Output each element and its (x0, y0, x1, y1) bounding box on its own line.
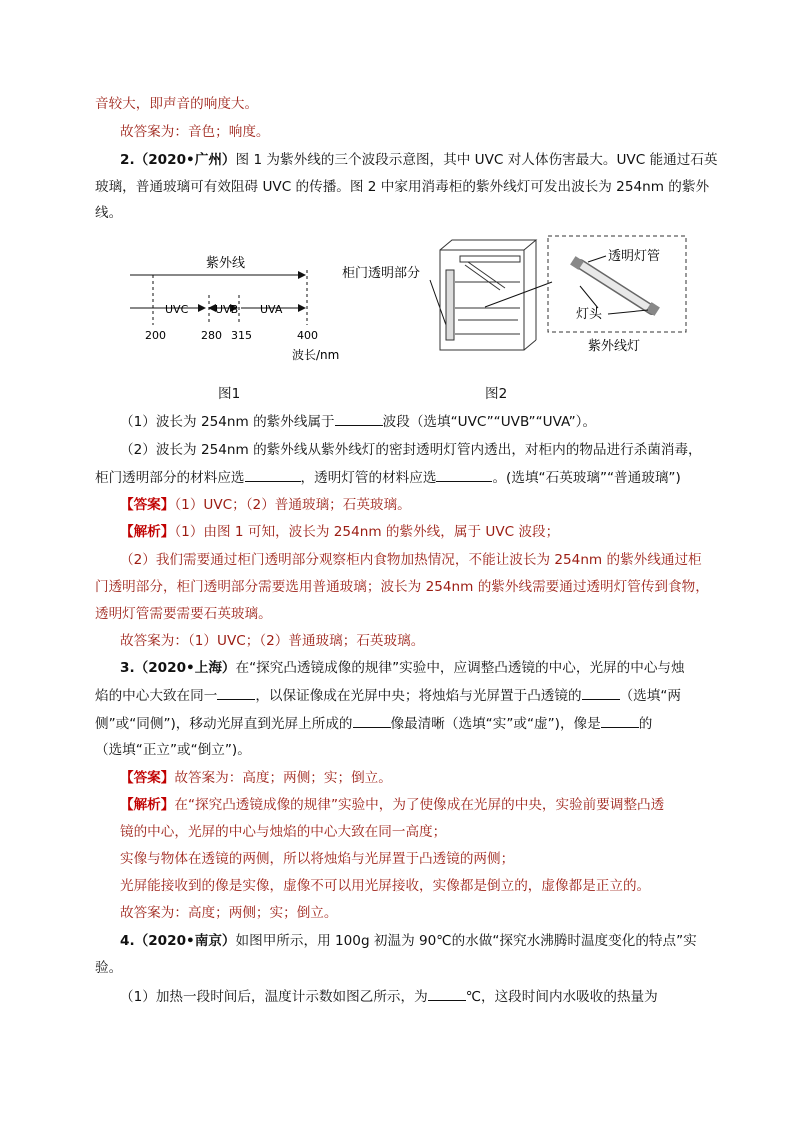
text-line: 玻璃，普通玻璃可有效阻碍 UVC 的传播。图 2 中家用消毒柜的紫外线灯可发出波长为 254nm 的紫外 (95, 179, 710, 195)
q3-answer (120, 768, 392, 788)
question-source: （2020•南京） (134, 933, 236, 949)
text-span: 波段（选填“UVC”“UVB”“UVA”）。 (382, 414, 597, 430)
door-label: 柜门透明部分 (342, 266, 421, 281)
figure-1-diagram (125, 245, 340, 365)
answer-blank[interactable] (245, 467, 301, 482)
lamp-leader-line (485, 282, 552, 307)
lamp-caption: 紫外线灯 (588, 339, 641, 354)
text-line: 故答案为：高度；两侧；实；倒立。 (120, 905, 338, 921)
tick-label-400: 400 (297, 329, 318, 342)
text-span: ℃，这段时间内水吸收的热量为 (465, 989, 658, 1005)
text-line: 镜的中心，光屏的中心与烛焰的中心大致在同一高度； (120, 824, 447, 840)
text-line: 故答案为：音色；响度。 (120, 124, 270, 140)
answer-blank[interactable] (436, 467, 492, 482)
head-leader-line-1 (580, 286, 598, 308)
explanation-text: 在“探究凸透镜成像的规律”实验中，为了使像成在光屏的中央，实验前要调整凸透 (174, 797, 665, 813)
text-line: 故答案为：（1）UVC；（2）普通玻璃；石英玻璃。 (120, 633, 425, 649)
tick-label-280: 280 (201, 329, 222, 342)
answer-blank[interactable] (428, 986, 466, 1001)
axis-unit-label: 波长/nm (292, 348, 340, 362)
tube-label: 透明灯管 (608, 249, 661, 264)
text-span: 侧”或“同侧”)，移动光屏直到光屏上所成的 (95, 716, 353, 732)
text-span: （1）加热一段时间后，温度计示数如图乙所示，为 (120, 989, 428, 1005)
band-uva: UVA (260, 303, 283, 316)
text-line: 门透明部分，柜门透明部分需要选用普通玻璃；波长为 254nm 的紫外线需要通过透明灯管传到食物， (95, 579, 709, 595)
figure-1-title: 紫外线 (206, 256, 246, 271)
q3-line-2 (95, 685, 681, 706)
answer-blank[interactable] (353, 713, 391, 728)
explanation-text: （1）由图 1 可知，波长为 254nm 的紫外线，属于 UVC 波段； (174, 524, 560, 540)
text-line: （选填“正立”或“倒立”)。 (95, 742, 251, 758)
figure-1-caption: 图1 (218, 386, 241, 402)
explanation-tag: 【解析】 (120, 524, 175, 540)
tick-label-200: 200 (145, 329, 166, 342)
text-line: 光屏能接收到的像是实像，虚像不可以用光屏接收，实像都是倒立的，虚像都是正立的。 (120, 878, 651, 894)
text-line: 线。 (95, 205, 123, 221)
question-number: 2. (120, 152, 135, 168)
question-text: 在“探究凸透镜成像的规律”实验中，应调整凸透镜的中心，光屏的中心与烛 (235, 660, 685, 676)
answer-text: （1）UVC；（2）普通玻璃；石英玻璃。 (174, 497, 411, 513)
answer-tag: 【答案】 (120, 497, 175, 513)
text-line: 实像与物体在透镜的两侧，所以将烛焰与光屏置于凸透镜的两侧； (120, 851, 515, 867)
q2-explanation (120, 522, 559, 542)
question-2-header (120, 150, 717, 170)
text-line: 透明灯管需要需要石英玻璃。 (95, 606, 272, 622)
text-span: 像最清晰（选填“实”或“虚”)，像是 (390, 716, 601, 732)
q4-part-1 (120, 986, 658, 1007)
text-span: 焰的中心大致在同一 (95, 688, 218, 704)
text-span: 柜门透明部分的材料应选 (95, 470, 245, 486)
text-span: ，以保证像成在光屏中央；将烛焰与光屏置于凸透镜的 (255, 688, 582, 704)
text-line: （2）波长为 254nm 的紫外线从紫外线灯的密封透明灯管内透出，对柜内的物品进行杀菌消毒， (120, 442, 702, 458)
answer-tag: 【答案】 (120, 770, 175, 786)
text-line: （2）我们需要通过柜门透明部分观察柜内食物加热情况，不能让波长为 254nm 的紫外线通过柜 (120, 552, 702, 568)
figure-2-diagram (340, 230, 690, 360)
text-line: 验。 (95, 960, 123, 976)
cabinet-drawing (440, 240, 536, 350)
q2-part-1 (120, 411, 596, 432)
answer-blank[interactable] (217, 685, 255, 700)
question-4-header (120, 931, 697, 951)
q2-answer (120, 495, 411, 515)
text-span: （1）波长为 254nm 的紫外线属于 (120, 414, 335, 430)
question-number: 3. (120, 660, 135, 676)
figure-2-caption: 图2 (485, 386, 508, 402)
question-source: （2020•上海） (134, 660, 236, 676)
question-source: （2020•广州） (134, 152, 236, 168)
explanation-tag: 【解析】 (120, 797, 175, 813)
question-text: 如图甲所示，用 100g 初温为 90℃的水做“探究水沸腾时温度变化的特点”实 (235, 933, 697, 949)
head-label: 灯头 (576, 307, 603, 322)
question-3-header (120, 658, 685, 678)
head-leader-line-2 (608, 310, 648, 314)
text-line: 音较大，即声音的响度大。 (95, 96, 259, 112)
text-span: （选填“两 (619, 688, 682, 704)
tick-label-315: 315 (231, 329, 252, 342)
q3-line-3 (95, 713, 652, 734)
door-leader-line (430, 280, 446, 325)
text-span: 的 (638, 716, 653, 732)
text-span: 。(选填“石英玻璃”“普通玻璃”) (492, 470, 681, 486)
question-text: 图 1 为紫外线的三个波段示意图，其中 UVC 对人体伤害最大。UVC 能通过石英 (235, 152, 718, 168)
answer-blank[interactable] (335, 411, 383, 426)
question-number: 4. (120, 933, 135, 949)
q2-part-2 (95, 467, 681, 488)
tube-leader-line (588, 256, 606, 262)
text-span: ，透明灯管的材料应选 (300, 470, 437, 486)
answer-blank[interactable] (582, 685, 620, 700)
band-uvc: UVC (165, 303, 189, 316)
q3-explanation (120, 795, 664, 815)
band-uvb: UVB (215, 303, 239, 316)
answer-blank[interactable] (601, 713, 639, 728)
answer-text: 故答案为：高度；两侧；实；倒立。 (174, 770, 392, 786)
